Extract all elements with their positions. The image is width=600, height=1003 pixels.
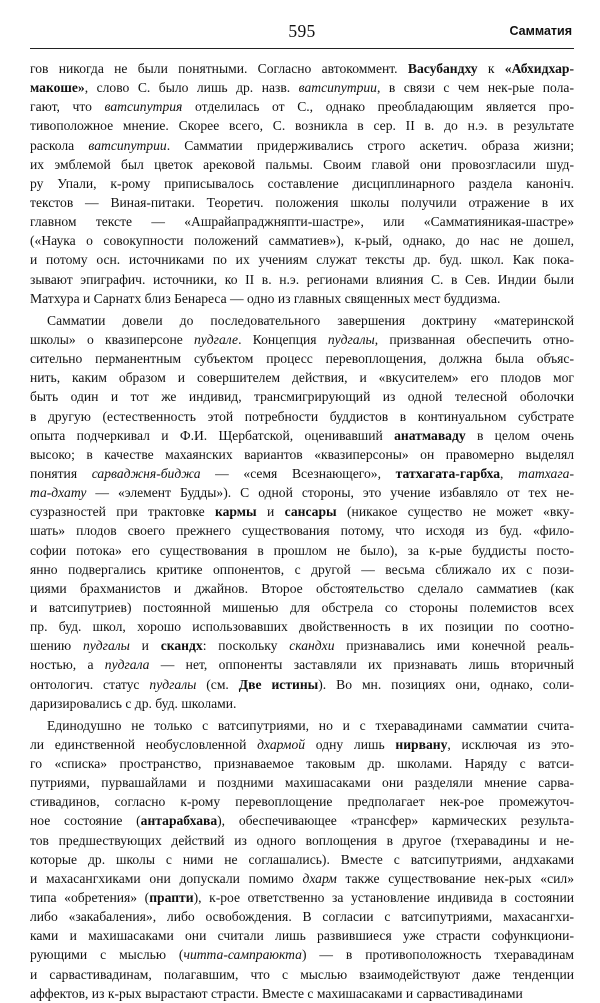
text-run: и [256, 504, 285, 520]
text-line [30, 965, 574, 984]
paragraph [30, 716, 574, 1003]
text-line [30, 483, 574, 502]
paragraph [30, 59, 574, 308]
text-run: понятия [30, 465, 92, 481]
text-run: гов никогда не были понятными. Согласно автокоммент. [30, 61, 408, 76]
text-line [30, 311, 574, 330]
text-run: , [500, 465, 519, 481]
term-bold: татхагата-гарбха [395, 465, 501, 481]
text-run: школы» о квазиперсоне [30, 331, 194, 347]
text-run: ли единственной необусловленной [30, 736, 258, 752]
text-line [30, 773, 574, 792]
text-run: и ватсипутриев) постоянной мишенью для обстрела со стороны полемистов всех [30, 599, 574, 615]
term-italic: пудгалы [82, 638, 130, 654]
text-line [30, 426, 574, 445]
page-header [30, 20, 574, 49]
text-run: ностью, а [30, 657, 105, 673]
text-run: . Концепция [238, 331, 328, 347]
text-run: ), обеспечивающее «трансфер» кармических результа- [217, 813, 574, 829]
term-italic: та-дхату [30, 485, 87, 501]
text-line [30, 945, 574, 964]
text-run: го «списка» пространство, признаваемое таковым др. школами. Наряду с ватси- [30, 756, 574, 772]
text-line [30, 888, 574, 907]
text-run: ), к-рое ответственно за установление индивида в состоянии [193, 890, 574, 906]
text-run: главном тексте — «Ашрайапраджняпти-шастре», или «Самматияникая-шастре» [30, 214, 574, 230]
text-line [30, 926, 574, 945]
text-run: ) — в противоположность тхеравадинам [301, 947, 574, 963]
text-line [30, 811, 574, 830]
text-run: одну лишь [305, 736, 396, 752]
text-run: и потому осн. источниками по их учениям служат тексты др. буд. школ. Как пока- [30, 252, 574, 268]
text-run: Самматии довели до последовательного завершения доктрину «материнской [47, 312, 574, 328]
term-italic: пудгале [194, 331, 239, 347]
text-line [30, 694, 574, 713]
text-line [30, 636, 574, 655]
text-run: янно подвергались критике оппонентов, с другой — весьма сближало их с пози- [30, 561, 574, 577]
text-line [30, 598, 574, 617]
text-run: ). Во мн. позициях они, однако, соли- [318, 676, 574, 692]
text-line [30, 136, 574, 155]
text-run: : поскольку [202, 638, 290, 654]
text-run: типа «обретения» ( [30, 890, 150, 906]
text-line [30, 407, 574, 426]
text-run: (см. [196, 676, 239, 692]
text-run: гают, что [30, 99, 105, 115]
text-run: опыта подчеркивал и Ф.И. Щербатской, оценивавший [30, 427, 395, 443]
text-run: пр. буд. школ, хорошо использовавших двойственность в их позиции по соотно- [30, 619, 574, 635]
text-line [30, 270, 574, 289]
text-run: которые др. школы с ними не соглашались). Вместе с ватсипутриями, андхаками [30, 851, 574, 867]
text-line [30, 541, 574, 560]
text-run: — «семя Всезнающего», [200, 465, 396, 481]
text-line [30, 984, 574, 1003]
text-run: ками и махишасаками они считали лишь развившиеся уже страсти софункциони- [30, 928, 574, 944]
text-run: циями брахманистов и джайнов. Второе обстоятельство сделало самматиев (как [30, 580, 574, 596]
term-italic: читта-сампраюкта [183, 947, 302, 963]
text-run: аффектов, из к-рых вырастают страсти. Вместе с махишасаками и сарвастивадинами [30, 985, 523, 1001]
text-line [30, 831, 574, 850]
text-run: признавались ими конечной реаль- [334, 638, 574, 654]
text-run: путриями, пурвашайлами и поздними махишасаками они разделяли мнение сарва- [30, 775, 574, 791]
text-run: также существование нек-рых «сил» [336, 870, 574, 886]
text-run: — «элемент Будды»). С одной стороны, это учение избавляло от тех не- [86, 485, 574, 501]
text-run: онтологич. статус [30, 676, 150, 692]
text-line [30, 155, 574, 174]
text-run: , слово С. было лишь др. назв. [84, 80, 299, 96]
text-run: . Самматии придерживались строго аскетич. образа жизни; [166, 137, 574, 153]
term-bold: анатмаваду [394, 427, 466, 443]
text-line [30, 78, 574, 97]
text-run: тивоположное мнение. Скорее всего, С. возникла в сер. II в. до н.э. в результате [30, 118, 574, 134]
article-body [30, 59, 574, 1003]
text-line [30, 174, 574, 193]
text-line [30, 617, 574, 636]
term-italic: скандхи [289, 638, 335, 654]
text-run: нить, каким образом и совершителем действия, и «вкусителем» его плодов мог [30, 370, 574, 386]
text-run: («Наука о совокупности положений самматиев»), к-рый, однако, до нас не дошел, [30, 233, 574, 249]
text-line [30, 792, 574, 811]
text-run: сузразностей при трактовке [30, 504, 215, 520]
text-line [30, 754, 574, 773]
text-run: их эмблемой был цветок арековой пальмы. Своим главой они провозгласили шуд- [30, 156, 574, 172]
paragraph [30, 311, 574, 713]
text-line [30, 387, 574, 406]
term-bold: антарабхава [140, 813, 218, 829]
text-line [30, 716, 574, 735]
text-run: (никакое существо не может «вку- [336, 504, 574, 520]
text-run: софии потока» его существования в прошлом не было), за к-рые буддисты посто- [30, 542, 574, 558]
text-line [30, 735, 574, 754]
text-run: стивадинов, согласно к-рому перевоплощение предполагает нек-рое промежуточ- [30, 794, 574, 810]
term-bold: сансары [284, 504, 337, 520]
text-run: ное состояние ( [30, 813, 141, 829]
text-line [30, 368, 574, 387]
text-run: шению [30, 638, 83, 654]
text-line [30, 193, 574, 212]
text-run: отделилась от С., однако преобладающим является про- [182, 99, 574, 115]
text-run: либо «закабаления», либо освобождения. В согласии с ватсипутриями, махасангхи- [30, 909, 574, 925]
term-italic: пудгалы [149, 676, 197, 692]
term-bold: макоше» [30, 80, 85, 96]
text-run: тов предшествующих действий из одного воплощения в другое (тхеравадины и не- [30, 832, 574, 848]
term-bold: кармы [215, 504, 257, 520]
term-italic: ватсипутрии [88, 137, 167, 153]
text-line [30, 289, 574, 308]
term-italic: татхага- [518, 465, 574, 481]
text-line [30, 907, 574, 926]
term-italic: дхарм [302, 870, 337, 886]
text-run: , в связи с чем нек-рые пола- [376, 80, 574, 96]
text-run: даризировались с др. буд. школами. [30, 695, 237, 711]
text-run: , призванная обеспечить отно- [374, 331, 574, 347]
text-line [30, 231, 574, 250]
text-line [30, 850, 574, 869]
text-line [30, 579, 574, 598]
text-line [30, 521, 574, 540]
term-italic: дхармой [257, 736, 306, 752]
text-line [30, 97, 574, 116]
text-run: , исключая из это- [447, 736, 574, 752]
text-run: рующими с мыслью ( [30, 947, 184, 963]
term-bold: «Абхидхар- [504, 61, 574, 76]
text-run: к [477, 61, 505, 76]
text-run: в целом очень [465, 427, 574, 443]
term-italic: ватсипутрии [298, 80, 377, 96]
text-run: сительно перманентным субъектом процесс перевоплощения, должна была объяс- [30, 351, 574, 367]
text-run: Матхура и Сарнатх близ Бенареса — одно из главных священных мест буддизма. [30, 290, 501, 306]
term-bold: скандх [160, 638, 203, 654]
text-run: раскола [30, 137, 89, 153]
text-run: и махасангхиками они допускали помимо [30, 870, 303, 886]
text-line [30, 250, 574, 269]
term-bold: прапти [149, 890, 194, 906]
text-line [30, 560, 574, 579]
term-bold: Две истины [238, 676, 319, 692]
text-line [30, 330, 574, 349]
text-run: в другую (естественность этой потребности буддистов в континуальном субстрате [30, 408, 574, 424]
term-italic: ватсипутрия [104, 99, 183, 115]
term-italic: пудгала [104, 657, 150, 673]
text-run: и [129, 638, 161, 654]
text-run: высоко; в качестве махаянских вариантов «квазиперсоны» он правомерно выделял [30, 446, 574, 462]
term-bold: Васубандху [407, 61, 478, 76]
text-line [30, 675, 574, 694]
text-line [30, 502, 574, 521]
running-head: Самматия [509, 24, 572, 38]
term-bold: нирвану [395, 736, 448, 752]
text-run: шать» плодов своего прежнего существования потому, что исходя из буд. «фило- [30, 523, 574, 539]
text-line [30, 212, 574, 231]
text-run: текстов — Виная-питаки. Теоретич. положения школы получили отражение в их [30, 194, 574, 210]
text-line [30, 116, 574, 135]
text-line [30, 655, 574, 674]
text-run: и сарвастивадинам, полагавшим, что с мыслью взаимодействуют даже тенденции [30, 966, 574, 982]
text-line [30, 869, 574, 888]
page-number: 595 [288, 21, 316, 41]
text-run: зывают эпиграфич. источники, ко II в. н.э. регионами влияния С. в Сев. Индии были [30, 271, 574, 287]
term-italic: пудгалы [327, 331, 375, 347]
text-line [30, 349, 574, 368]
text-run: быть один и тот же индивид, трансмигрирующий из одной телесной оболочки [30, 389, 574, 405]
term-italic: сарваджня-биджа [91, 465, 201, 481]
text-run: — нет, оппоненты заставляли их признавать лишь вторичный [149, 657, 574, 673]
text-line [30, 59, 574, 78]
text-run: Единодушно не только с ватсипутриями, но и с тхеравадинами самматии счита- [47, 717, 574, 733]
text-run: ру Упали, к-рому приписывалось составление дисциплинарного раздела каноніч. [30, 175, 574, 191]
text-line [30, 445, 574, 464]
text-line [30, 464, 574, 483]
